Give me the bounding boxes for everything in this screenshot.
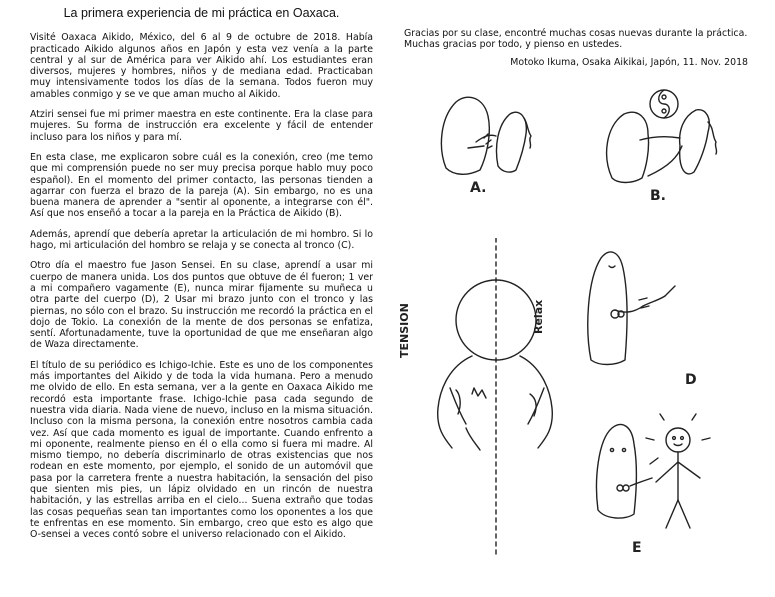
- paragraph-ichigo-ichie: El título de su periódico es Ichigo-Ichie. Este es uno de los componentes más importantes del Aikido y de toda la vida humana. Pero a menudo me olvido de ello. En esta semana, ver a la gente en Oaxaca Aikido me recordó esta importante frase. Ichigo-Ichie pasa cada segundo de nuestra vida diaria. Nada viene de nuevo, incluso en la misma situación. Incluso con la misma persona, la conexión entre nosotros cambia cada vez. Así que cada momento es igual de importante. Cuando enfrento a mi oponente, realmente pienso en él o ella como si fuera mi madre. Al mismo tiempo, no debería discriminarlo de otras existencias que nos rodean en este momento, por ejemplo, el sonido de un automóvil que pasa por la carretera frente a nuestra habitación, la sensación del piso que sienten mis pies, un lápiz olvidado en un rincón de nuestra habitación, y las estrellas arriba en el cielo... Suena extraño que todas las cosas pequeñas sean tan importantes como los oponentes a los que te enfrentas en ese momento. Sin embargo, creo que esto es algo que O-sensei a veces contó sobre el universo relacionado con el Aikido.: [30, 359, 373, 541]
- article-column: [30, 8, 373, 549]
- drawing-e: [590, 410, 720, 560]
- signature: Motoko Ikuma, Osaka Aikikai, Japón, 11. Nov. 2018: [510, 56, 748, 68]
- drawing-d: [575, 240, 725, 390]
- illustration-b: [598, 86, 728, 206]
- label-d: D: [685, 372, 697, 388]
- paragraph-jason: Otro día el maestro fue Jason Sensei. En su clase, aprendí a usar mi cuerpo de manera unida. Los dos puntos que obtuve de él fueron; 1 ver a mi compañero vagamente (E), nunca mirar fijamente su muñeca u otra parte del cuerpo (D), 2 Usar mi brazo junto con el tronco y las piernas, no sólo con el brazo. Su instrucción me recordó la práctica en el dojo de Tokio. La conexión de la mente de dos personas se enfatiza, sentí. Afortunadamente, tuve la oportunidad de que me enseñaran algo de Waza directamente.: [30, 260, 373, 351]
- paragraph-intro: Visité Oaxaca Aikido, México, del 6 al 9 de octubre de 2018. Había practicado Aikido algunos años en Japón y esta vez venía a la parte central y al sur de América para ver Aikido ahí. Los estudiantes eran diversos, mujeres y hombres, niños y de mediana edad. Practicaban muy intensivamente todos los días de la semana. Todos fueron muy amables conmigo y se ve que aman mucho al Aikido.: [30, 32, 373, 100]
- drawing-c: [410, 238, 585, 558]
- paragraph-atziri: Atziri sensei fue mi primer maestra en este continente. Era la clase para mujeres. Su forma de instrucción era excelente y fácil de entender incluso para los niños y para mí.: [30, 109, 373, 143]
- closing-column: [404, 28, 748, 68]
- closing-text: Gracias por su clase, encontré muchas cosas nuevas durante la práctica. Muchas gracias por todo, y pienso en ustedes.: [404, 28, 748, 51]
- label-a: A.: [470, 180, 487, 196]
- drawing-a: [428, 88, 548, 198]
- label-b: B.: [650, 188, 666, 204]
- paragraph-shoulder: Además, aprendí que debería apretar la articulación de mi hombro. Si lo hago, mi articulación del hombro se relaja y se conecta al tronco (C).: [30, 228, 373, 252]
- illustration-e: [590, 410, 720, 560]
- illustration-a: [428, 88, 548, 198]
- illustration-d: [575, 240, 725, 390]
- label-relax: Relax: [532, 299, 545, 334]
- article-title: La primera experiencia de mi práctica en Oaxaca.: [63, 6, 340, 20]
- label-e: E: [632, 540, 642, 556]
- paragraph-connection: En esta clase, me explicaron sobre cuál es la conexión, creo (me temo que mi comprensión puede no ser muy precisa porque hablo muy poco español). En el momento del primer contacto, las personas tienden a agarrar con fuerza el brazo de la pareja (A). Sin embargo, no es una buena manera de aprender a "sentir al oponente, a integrarse con él". Así que nos enseñó a tocar a la pareja en la Práctica de Aikido (B).: [30, 151, 373, 220]
- label-tension: TENSION: [398, 303, 411, 358]
- illustration-c: [398, 238, 585, 558]
